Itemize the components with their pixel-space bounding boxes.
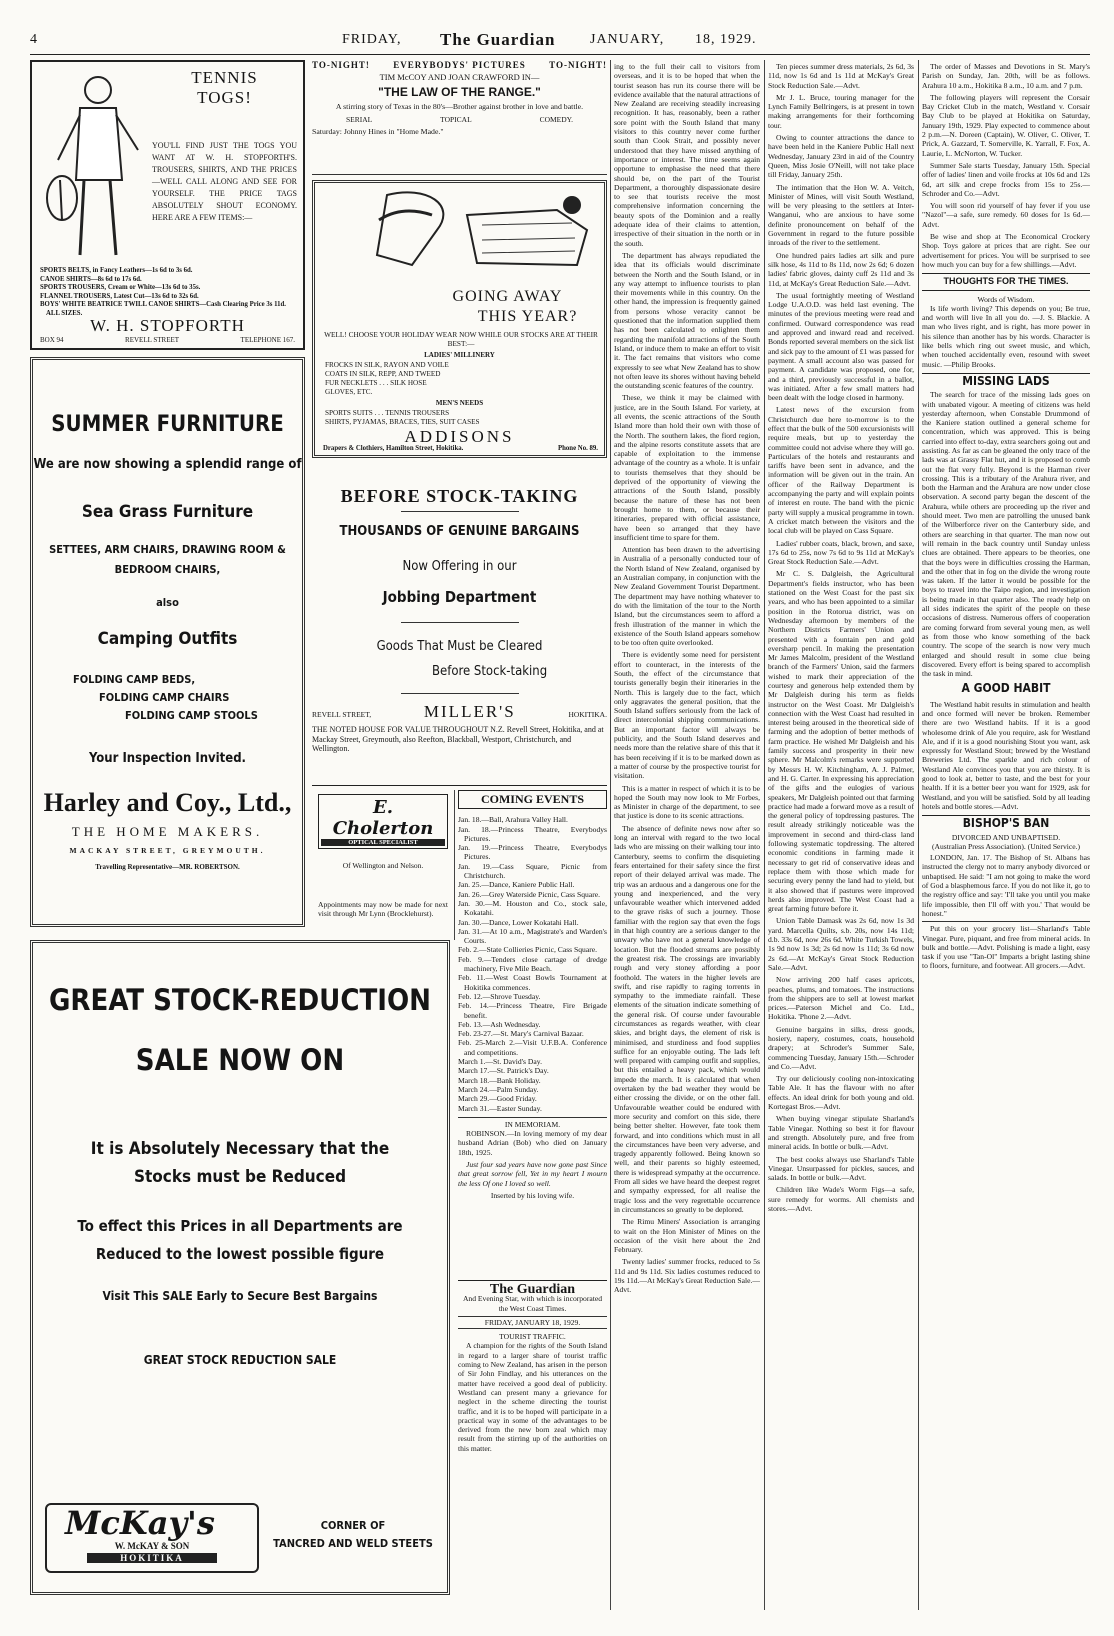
list-item: Jan. 30.—M. Houston and Co., stock sale, Kokatahi.: [458, 898, 607, 918]
sale-title: GREAT STOCK-REDUCTION: [48, 983, 431, 1017]
addisons-ad: [312, 180, 607, 458]
film-story: A stirring story of Texas in the 80's—Brother against brother in love and battle.: [335, 102, 584, 111]
paragraph: Try our deliciously cooling non-intoxicating Table Ale. It has the flavour with no after effects. An ideal drink for both young and old. Kortegast Bros.—Advt.: [768, 1074, 914, 1112]
bishops-ban-title: BISHOP'S BAN: [922, 815, 1090, 828]
local-news: [768, 62, 914, 1612]
addisons-question: [415, 287, 600, 327]
divider: [312, 785, 607, 786]
mckay-sale-ad: [30, 940, 450, 1595]
millers-before: Before Stock-taking: [432, 664, 548, 679]
guardian-leader: [458, 1280, 607, 1610]
mckay-corner: [273, 1517, 433, 1553]
column-divider: [918, 60, 919, 1610]
thoughts-body: Is life worth living? This depends on you; Be true, and worth will live In all you do. —J. S. Blackie. A man who lives right, and is right, has more power in his silence than another has by his words. Character is like bells which ring out sweet music, and which, when touched accidentally even, resound with sweet music. —Philip Brooks.: [922, 303, 1090, 369]
sale-great: GREAT STOCK REDUCTION SALE: [143, 1353, 337, 1367]
tennis-body: YOU'LL FIND JUST THE TOGS YOU WANT AT W. H. STOPFORTH'S. TROUSERS, SHIRTS, AND THE PRICES—WELL CALL ALONG AND SEE FOR YOURSELF. THE PRICE TAGS ABSOLUTELY SHOUT ECONOMY. HERE ARE A FEW ITEMS:—: [152, 141, 297, 222]
paragraph: Mr J. L. Bruce, touring manager for the Lynch Family Bellringers, is at present in town making arrangements for their forthcoming tour.: [768, 92, 914, 130]
list-item: Feb. 12.—Shrove Tuesday.: [458, 991, 541, 1001]
addisons-phone: Phone No. 89.: [557, 445, 598, 452]
camping-list: [73, 671, 302, 725]
leader-masthead: The Guardian: [458, 1280, 607, 1294]
saturday-notice: Saturday: Johnny Hines in "Home Made.": [312, 127, 444, 136]
paragraph: You will soon rid yourself of hay fever if you use "Nazol"—a safe, sure remedy. 60 doses for 1s 6d.—Advt.: [922, 201, 1090, 229]
millers-street: REVELL STREET,: [312, 710, 372, 719]
pictures-header: [312, 60, 607, 70]
film-title: "THE LAW OF THE RANGE.": [378, 85, 541, 99]
events-list: [458, 815, 607, 1113]
list-item: March 17.—St. Patrick's Day.: [458, 1066, 549, 1076]
furniture-also: also: [156, 596, 179, 609]
list-item: Jan. 19.—Princess Theatre, Everybodys Pictures.: [458, 843, 607, 862]
furniture-chairs: SETTEES, ARM CHAIRS, DRAWING ROOM & BEDROOM CHAIRS,: [49, 543, 286, 576]
divider: [401, 693, 519, 694]
list-item: FLANNEL TROUSERS, Latest Cut—13s 6d to 32s 6d.: [40, 292, 199, 300]
tonight-right: TO-NIGHT!: [549, 60, 607, 70]
extra-topical: TOPICAL: [440, 115, 472, 124]
events-title: COMING EVENTS: [458, 790, 607, 809]
sea-grass-heading: Sea Grass Furniture: [81, 502, 254, 522]
furniture-title: SUMMER FURNITURE: [51, 412, 284, 437]
corner-line2: TANCRED AND WELD STEETS: [273, 1537, 433, 1550]
leader-sub: And Evening Star, with which is incorporated the West Coast Times.: [462, 1294, 603, 1313]
masthead: The Guardian: [440, 30, 556, 49]
furniture-invite: Your Inspection Invited.: [88, 751, 247, 766]
harley-tagline: THE HOME MAKERS.: [71, 824, 264, 839]
millers-goods: Goods That Must be Cleared: [376, 639, 543, 654]
list-item: SPORTS TROUSERS, Cream or White—13s 6d to 35s.: [40, 284, 201, 292]
millers-ad: [312, 468, 607, 778]
paragraph: Mr C. S. Dalgleish, the Agricultural Department's fields instructor, who has been stationed on the West Coast for the past six years, and who has been appointed to a similar position in the Rotorua district, was on Wednesday afternoon by members of the Northern Districts Farmers' Union and presented with a fountain pen and gold eversharp pencil. In making the presentation Mr James Malcolm, president of the Westland branch of the Farmers' Union, said the farmers wished to mark their appreciation of the courtesy and generous help extended them by Mr Dalgleish during his term as fields instructor on the West Coast. Mr Dalgleish's connection with the West Coast had resulted in interest being aroused in the theoretical side of farming and the adoption of better methods of farm practice. He wished Mr Dalgleish and his family success and prosperity in their new sphere. Mr Malcolm's remarks were supported by Messrs H. W. Kitchingham, A. J. Palmer, and H. G. Carter. In expressing his appreciation of the gifts and the eulogies of various speakers, Mr Dalgleish pointed out that farming practice had made a forward move as a result of the general policy of topdressing pastures. The result already strikingly noticeable was the improvement in second and third-class land following systematic topdressing. The altered economic conditions in farming made it necessary to get rid of conservative ideas and replace them with those which made for securing every penny the land had to yield, but it also showed that if pastures were improved herds also improved. The West Coast had a great farming future before it.: [768, 569, 914, 914]
list-item: COATS IN SILK, REPP, AND TWEED: [325, 370, 441, 378]
tennis-title-line1: TENNIS: [191, 68, 258, 87]
header-day: FRIDAY,: [342, 32, 402, 47]
paragraph: These, we think it may be claimed with justice, are in the South Island. For variety, at all events, the scenic attractions of the South Island more than hold their own with those of the North. The southern lakes, the fiord region, and the alpine resorts constitute assets that are capable of exploitation to the immense advantage of the country as a whole. It is unfair to tourists themselves that they should be deprived of the opportunity of viewing the attractions of the South Island, possibly because the nature of these has not been brought home to them, or because their itineraries, prepared with official assistance, have been so arranged that they have insufficient time to spare for them.: [614, 393, 760, 542]
sale-notice-1: It is Absolutely Necessary that the: [90, 1139, 390, 1159]
traveller-illustration: [317, 185, 602, 280]
extra-serial: SERIAL: [345, 115, 373, 124]
stopforth-street: REVELL STREET: [125, 336, 180, 344]
stopforth-contact: [40, 336, 295, 344]
tennis-title: [152, 68, 297, 108]
coming-events: [458, 790, 607, 1270]
list-item: FROCKS IN SILK, RAYON AND VOILE: [325, 361, 449, 369]
sale-effect-1: To effect this Prices in all Departments are: [77, 1217, 403, 1235]
list-item: SPORTS BELTS, in Fancy Leathers—1s 6d to 3s 6d.: [40, 267, 193, 274]
paragraph: Now arriving 200 half cases apricots, peaches, plums, and tomatoes. The instructions from the shippers are to sell at lowest market prices.—Paterson Michel and Co. Ltd., Hokitika. 'Phone 2.—Advt.: [768, 975, 914, 1022]
paragraph: When buying vinegar stipulate Sharland's Table Vinegar. Nothing so best it for flavour and strength. Absolutely pure, and free from mineral acids. In bottle or bulk.—Advt.: [768, 1114, 914, 1152]
paragraph: There is evidently some need for persistent effort to counteract, in the interests of the South, the effect of the circumstance that tourists generally begin their itineraries in the North. This is largely due to the fact, which only aggravates the general position, that the South Island suffers seriously from the lack of direct intercolonial shipping communications. But an important factor will always be publicity, and the South Island deserves and needs more than the relative share of this that it has been receiving if it is to be marked down as a matter of course by the prospective tourist for visitation.: [614, 650, 760, 781]
tonight-left: TO-NIGHT!: [312, 60, 370, 70]
stopforth-name: W. H. STOPFORTH: [90, 316, 245, 335]
list-item: SHIRTS, PYJAMAS, BRACES, TIES, SUIT CASES: [325, 418, 480, 426]
mckay-logo-town: HOKITIKA: [87, 1553, 217, 1563]
question-line2: THIS YEAR?: [477, 308, 578, 325]
list-item: SPORTS SUITS . . . TENNIS TROUSERS: [325, 409, 450, 417]
thoughts-title: THOUGHTS FOR THE TIMES.: [922, 273, 1090, 290]
tennis-price-list: [40, 267, 295, 319]
paragraph: ing to the full their call to visitors from overseas, and it is to be hoped that when the tourist season has run its course there will be evidence available that the natural attractions of New Zealand are receiving steadily increasing recognition. It has, reasonably, been a rather sore point with the South Island that many visitors to this country never come further south than Cook Strait, and possibly never understood that they have missed anything of importance or interest. The time seems again opportune to emphasise the need that there should be, on the part of the Tourist Department, a thoroughly dispassionate desire to see that tourists receive the most comprehensive information concerning the beauty spots of the Dominion and a really adequate idea of their claims to attention, irrespective of their situation in the north or in the south.: [614, 62, 760, 248]
bishops-ban-body: LONDON, Jan. 17. The Bishop of St. Albans has instructed the clergy not to marry anybody divorced or unbaptised. He said: "I am not going to make the word of God a blasphemous farce. If you do not like it, go to the registry office and say: 'I'll take you until you make life impossible, then I'll off with you.' That would be honest.": [922, 853, 1090, 918]
mckay-logo-script: McKay's: [65, 1504, 215, 1542]
cholerton-title: OPTICAL SPECIALIST: [321, 839, 445, 846]
paragraph: Be wise and shop at The Economical Crockery Shop. Toys galore at prices that are right. See our advertisement for prices. You will be surprised to see how much you can buy for a few shillings.—Advt.: [922, 232, 1090, 269]
list-item: March 31.—Easter Sunday.: [458, 1103, 542, 1113]
list-item: FUR NECKLETS . . . SILK HOSE: [325, 379, 427, 387]
paragraph: Children like Wade's Worm Figs—a safe, sure remedy for worms. All chemists and stores.—Advt.: [768, 1185, 914, 1214]
ladies-list: [325, 361, 595, 397]
question-line1: GOING AWAY: [452, 288, 563, 305]
leader-heading: TOURIST TRAFFIC.: [499, 1332, 566, 1342]
sale-visit: Visit This SALE Early to Secure Best Bargains: [102, 1289, 378, 1303]
cholerton-of: Of Wellington and Nelson.: [342, 861, 424, 870]
tourist-article: [614, 62, 760, 1612]
header-rule: [30, 54, 1090, 55]
paragraph: The absence of definite news now after so long an interval with regard to the two local lads who are missing on their walking tour into Canterbury, seems to confirm the disquieting fears entertained for their safety since the first report of their delayed arrival was made. The trip was an arduous and a dangerous one for the young and inexperienced, and the very unfavourable weather which intervened added to the grave risks of such a journey. Those familiar with the region say that even the fogs in that high country are a serious danger to the unwary who have not a general knowledge of location. But the flooded streams are possibly the greatest risk. The crossings are invariably rough and very stoney affording a poor foothold. The waters in the higher levels are swift, and rise rapidly to raging torrents in sympathy to the immediate rainfall. These elements of the situation indicate something of the general risk. Of course under favourable circumstances as regards weather, with clear skies, and bright days, the element of risk is minimised, and sturdiness and food supplies suffice for an enjoyable outing. The lads left well prepared with camping outfit and supplies, but this entailed a heavy pack, which would impede the march. It is calculated that when overtaken by the bad weather they would be either crossing the divide, or on the other fall. Unfavourable weather could be endured with more security and comfort on this side, there being better shelter. However, fate took them forward, and into conditions which must in all the circumstances have been very adverse, and tragedy apparently followed. Being known so well, and their parents so highly esteemed, there is widespread sympathy at the occurrence. From all sides we have heard the deepest regret and sympathy expressed, for all realise the tragic loss and the very regrettable occurrence in circumstances so greatly to be deplored.: [614, 823, 760, 1214]
list-item: FOLDING CAMP STOOLS: [125, 709, 258, 722]
paragraph: Twenty ladies' summer frocks, reduced to 5s 11d and 9s 11d. Six ladies costumes reduced to 19s 11d.—At McKay's Great Reduction Sale.—Advt.: [614, 1257, 760, 1295]
page-number: 4: [30, 32, 38, 47]
paragraph: The Rimu Miners' Association is arranging to wait on the Hon Minister of Mines on the occasion of the visit here about the 2nd February.: [614, 1217, 760, 1255]
men-list: [325, 409, 595, 427]
column-divider: [764, 60, 765, 1610]
extra-comedy: COMEDY.: [539, 115, 573, 124]
paragraph: Latest news of the excursion from Christchurch due here to-morrow is to the effect that the bulk of the 500 excursionists will require meals, but up to yesterday the committee could not advise where they will go. Particulars of the hotels and restaurants and tariffs have been sent in advance, and the information will be given out in the train. An officer of the Railway Department is accompanying the party and will explain points of interest en route. The band with the picnic party will supply a musical programme in town. A cricket match between the visitors and the local club will be played on Cass Square.: [768, 405, 914, 536]
bishops-ban-sub: DIVORCED AND UNBAPTISED.: [951, 832, 1061, 842]
bishops-ban-agency: (Australian Press Association). (United Service.): [931, 841, 1081, 851]
right-column: [922, 62, 1090, 1612]
paragraph: Owing to counter attractions the dance to have been held in the Kaniere Public Hall next Wednesday, January 23rd in aid of the Country Queen, Miss Josie O'Neill, will not take place till Friday, January 25th.: [768, 133, 914, 180]
paragraph: One hundred pairs ladies art silk and pure silk hose, 4s 11d to 8s 11d, now 2s 6d; 6 dozen ladies' fabric gloves, dainty cuff 2s 11d and 3s 11d, at McKay's Great Reduction Sale.—Advt.: [768, 250, 914, 288]
list-item: Jan. 25.—Dance, Kaniere Public Hall.: [458, 880, 575, 890]
paragraph: Genuine bargains in silks, dress goods, hosiery, napery, costumes, coats, household drapery; at Schroder's Summer Sale, commencing Tuesday, January 15th.—Schroder and Co.—Advt.: [768, 1024, 914, 1071]
list-item: Jan. 31.—At 10 a.m., Magistrate's and Warden's Courts.: [458, 926, 607, 946]
camping-heading: Camping Outfits: [97, 629, 238, 649]
missing-lads-title: MISSING LADS: [922, 373, 1090, 386]
sale-subtitle: SALE NOW ON: [135, 1043, 345, 1077]
millers-body: THE NOTED HOUSE FOR VALUE THROUGHOUT N.Z. Revell Street, Hokitika, and at Mackay Street, Greymouth, also Reefton, Blackball, Westport, Christchurch, and Wellington.: [312, 725, 604, 753]
thoughts-subtitle: Words of Wisdom.: [977, 294, 1035, 304]
stopforth-phone: TELEPHONE 167.: [240, 336, 295, 344]
tennis-ad: [30, 60, 305, 350]
list-item: FOLDING CAMP CHAIRS: [99, 691, 230, 704]
list-item: BOYS' WHITE BEATRICE TWILL CANOE SHIRTS—Cash Clearing Price 3s 11d. ALL SIZES.: [40, 301, 287, 317]
tennis-player-illustration: [40, 70, 150, 260]
list-item: Jan. 26.—Grey Waterside Picnic, Cass Square.: [458, 889, 601, 899]
pictures-ad: [312, 60, 607, 175]
mckay-logo: [45, 1503, 259, 1573]
list-item: Feb. 23-27.—St. Mary's Carnival Bazaar.: [458, 1029, 584, 1039]
stopforth-box: BOX 94: [40, 336, 64, 344]
millers-town: HOKITIKA.: [568, 710, 607, 719]
memoriam-verse: Just four sad years have now gone past Since that great sorrow fell, Yet in my heart I mourn the less Of one I loved so well.: [458, 1159, 607, 1188]
paragraph: Ten pieces summer dress materials, 2s 6d, 3s 11d, now 1s 6d and 1s 11d at McKay's Great Stock Reduction Sale.—Advt.: [768, 62, 914, 90]
film-stars: TIM McCOY AND JOAN CRAWFORD IN—: [379, 72, 540, 82]
cholerton-logo: [318, 794, 448, 849]
header-month: JANUARY,: [590, 32, 665, 47]
harley-address: MACKAY STREET, GREYMOUTH.: [69, 846, 266, 855]
leader-date: FRIDAY, JANUARY 18, 1929.: [458, 1316, 607, 1329]
millers-bargains: THOUSANDS OF GENUINE BARGAINS: [339, 524, 580, 539]
list-item: Feb. 25-March 2.—Visit U.F.B.A. Conference and competitions.: [458, 1038, 607, 1057]
good-habit-title: A GOOD HABIT: [961, 681, 1051, 696]
divider: [401, 622, 519, 623]
list-item: GLOVES, ETC.: [325, 388, 373, 396]
film-extras: [312, 115, 607, 124]
list-item: March 1.—St. David's Day.: [458, 1057, 542, 1067]
column-divider: [610, 60, 611, 1610]
list-item: FOLDING CAMP BEDS,: [73, 673, 196, 686]
list-item: March 18.—Bank Holiday.: [458, 1075, 541, 1085]
list-item: CANOE SHIRTS—8s 6d to 17s 6d.: [40, 275, 142, 283]
list-item: Jan. 18.—Ball, Arahura Valley Hall.: [458, 815, 568, 825]
list-item: March 24.—Palm Sunday.: [458, 1084, 539, 1094]
paragraph: Union Table Damask was 2s 6d, now 1s 3d yard. Marcella Quilts, s.b. 20s, now 14s 11d; d.b. 33s 6d, now 26s 6d. White Turkish Towels, 1s 9d now 1s 3d; 2s 6d now 1s 11d; 3s 6d now 2s 6d.—At McKay's Great Stock Reduction Sale.—Advt.: [768, 916, 914, 972]
list-item: Feb. 11.—West Coast Bowls Tournament at Hokitika commences.: [458, 973, 607, 992]
paragraph: The department has always repudiated the idea that its officials would discriminate between the North and the South Island, or in any way attempt to influence tourists to plan their movements while in this country. On the other hand, the impression is frequently gained from persons whose veracity cannot be questioned that the information supplied them has not been calculated to enlighten them regarding the manifold attractions of the South Island, or induce them to make an effort to visit it. The fact remains that visitors who come expressly to see what New Zealand has to show not often leave its shores without having beheld the outstanding scenic features of the country.: [614, 250, 760, 391]
addisons-lead: WELL! CHOOSE YOUR HOLIDAY WEAR NOW WHILE OUR STOCKS ARE AT THEIR BEST:—: [324, 330, 598, 348]
cinema-name: EVERYBODYS' PICTURES: [393, 60, 526, 70]
list-item: Jan. 30.—Dance, Lower Kokatahi Hall.: [458, 917, 579, 927]
tennis-title-line2: TOGS!: [197, 88, 252, 107]
sale-effect-2: Reduced to the lowest possible figure: [95, 1245, 385, 1263]
good-habit-body: The Westland habit results in stimulation and health and once formed will never be broken. Remember there are two Westland habits. If it is a good wholesome drink of Ale you require, ask for Westland Ale, and if it is a good nourishing Stout you want, ask expressly for Westland Stout; brewed by the Westland Breweries Ltd. The sparkle and rich colour of Westland Ale convinces you that you are thirsty. It is good to look at, better to taste, and the best for your health. If it is a better beer you want for 1929, ask for Westland, and you will be satisfied. Sold by all leading hotels and bottle stores.—Advt.: [922, 699, 1090, 811]
harley-rep: Travelling Representative—MR. ROBERTSON.: [95, 863, 240, 871]
memoriam-insert: Inserted by his loving wife.: [490, 1190, 575, 1200]
list-item: Jan. 19.—Cass Square, Picnic from Christchurch.: [458, 861, 607, 881]
missing-lads-body: The search for trace of the missing lads goes on with unabated vigour. A meeting of citizens was held yesterday afternoon, when Constable Drummond of the Kaniere station outlined a general scheme for concentration, which was approved. This is being carried into effect to-day, extra searchers going out and assisting. As far as can be gleaned the only trace of the lads was at Grassy Flat hut, and it is proposed to comb out the flat very fully. Beyond is the Harman river crossing. This is a tributary of the Arahura river, and both the Harman and the Arahura are now under close observation. A second party began the descent of the Arahura, while others are proceeding up the river and should meet. Two men are patrolling the unused bank of the Wilberforce river on the Canterbury side, and others are searching in that quarter. The man now out will remain in the back country until Sunday unless clues are obtained. There appears to be theories, one that the boys were in difficulties crossing the Harman, and the other that in fog on the divide the wrong route was taken. If the latter it would be possible for the boys to travel into the Taipo region, and investigation is being made in that quarter also. The ready help on all sides indicates the spirit of the people on these occasions of distress. Numerous offers of cooperation are coming forward from several young men, as well as from those who know something of the back country. The scope of the search is now very much enlarged and should result in some clue being discovered. Every effort is being spared to accomplish the task in mind.: [922, 390, 1090, 679]
list-item: Feb. 2.—State Collieries Picnic, Cass Square.: [458, 945, 597, 955]
paragraph: The best cooks always use Sharland's Table Vinegar. Unsurpassed for pickles, sauces, and salads. In bottle or bulk.—Advt.: [768, 1154, 914, 1183]
list-item: Feb. 14.—Princess Theatre, Fire Brigade benefit.: [458, 1001, 607, 1020]
leader-body: A champion for the rights of the South Island in regard to a larger share of tourist traffic coming to New Zealand, has arisen in the person of Sir John Findlay, and his utterances on the matter have received a good deal of publicity. Westland can present many a grievance for neglect in the scheme directing the tourist traffic, and it is to be hoped will participate in a practical way in some of the advantages to be derived from the new born zeal which may result from the stirring up of the authorities on this matter.: [458, 1341, 607, 1453]
addisons-name: ADDISONS: [404, 427, 515, 446]
cholerton-ad: [312, 790, 455, 940]
millers-dept: Jobbing Department: [382, 588, 537, 606]
list-item: Jan. 18.—Princess Theatre, Everybodys Pictures.: [458, 824, 607, 843]
paragraph: Summer Sale starts Tuesday, January 15th. Special offer of ladies' linen and voile frocks at 10s 6d and 12s 6d, art silk and crepe frocks from 15s to 25s.—Schroder and Co.—Advt.: [922, 160, 1090, 198]
cholerton-body: Appointments may now be made for next visit through Mr Lynn (Brocklehurst).: [318, 900, 448, 919]
sale-notice-2: Stocks must be Reduced: [133, 1167, 347, 1187]
millers-title: BEFORE STOCK-TAKING: [340, 486, 579, 506]
millers-offering: Now Offering in our: [402, 559, 517, 574]
millers-name-row: [312, 702, 607, 722]
addisons-address: Drapers & Clothiers, Hamilton Street, Hokitika.: [323, 445, 464, 452]
list-item: Feb. 9.—Tenders close cartage of dredge machinery, Five Mile Beach.: [458, 954, 607, 974]
list-item: Feb. 13.—Ash Wednesday.: [458, 1019, 541, 1029]
page-header: [30, 30, 1090, 52]
cholerton-name: E. Cholerton: [332, 797, 434, 839]
ladies-heading: LADIES' MILLINERY: [424, 351, 495, 359]
list-item: March 29.—Good Friday.: [458, 1094, 537, 1104]
memoriam-title: IN MEMORIAM.: [458, 1117, 607, 1129]
header-date: 18, 1929.: [695, 32, 757, 47]
paragraph: The order of Masses and Devotions in St. Mary's Parish on Sunday, Jan. 20th, will be as follows. Arahura 10 a.m., Hokitika 8 a.m., 10 a.m. and 7 p.m.: [922, 62, 1090, 90]
paragraph: The usual fortnightly meeting of Westland Lodge U.A.O.D. was held last evening. The minutes of the previous meeting were read and confirmed. Outward correspondence was read and approved and inward read and received. Bonds reported several members on the sick list and sick pay to the amount of £1 was passed for payment. A small account also was passed for payment. A candidate was proposed, one for, and a third, previously successful in a ballot, was initiated. After a few small matters had been dealt with the lodge closed in harmony.: [768, 290, 914, 403]
paragraph: The intimation that the Hon W. A. Veitch, Minister of Mines, will visit South Westland, will be very pleasing to the settlers at Inter-Wanganui, who are anxious to have some definite pronouncement on behalf of the Government in regard to the future possible inroads of the river to the settlement.: [768, 182, 914, 248]
right-tail: Put this on your grocery list—Sharland's Table Vinegar. Pure, piquant, and free from mineral acids. In bulk and bottle.—Advt. Polishing is made a light, easy task if you use "Tan-Ol" Imparts a bright lasting shine to floors, furniture, and footwear. All grocers.—Advt.: [922, 921, 1090, 970]
millers-name: MILLER'S: [423, 702, 516, 721]
paragraph: Ladies' rubber coats, black, brown, and saxe, 17s 6d to 25s, now 7s 6d to 9s 11d at McKay's Great Stock Reduction Sale.—Advt.: [768, 538, 914, 567]
corner-line1: CORNER OF: [320, 1519, 386, 1532]
memoriam-text: ROBINSON.—In loving memory of my dear husband Adrian (Bob) who died on January 18th, 1925.: [458, 1129, 607, 1157]
furniture-intro: We are now showing a splendid range of: [33, 457, 302, 472]
harley-name: Harley and Coy., Ltd.,: [43, 788, 292, 817]
paragraph: The following players will represent the Corsair Bay Cricket Club in the match, Westland v. Corsair Bay Club to be played at Hokitika on Saturday, January 19th, 1929. Play expected to commence about 2 p.m.—N. Doreen (Captain), W. Oliver, C. Oliver, T. Prick, A. Gazzard, T. Somerville, K. Yarrall, F. Fox, A. Laurie, L. McNorton, W. Tucker.: [922, 92, 1090, 158]
mckay-logo-name: W. McKAY & SON: [114, 1541, 190, 1551]
men-heading: MEN'S NEEDS: [435, 399, 484, 407]
furniture-ad: [30, 357, 305, 927]
paragraph: This is a matter in respect of which it is to be hoped the South may now look to Mr Forbes, as Minister in charge of the department, to see that justice is done to its scenic attractions.: [614, 783, 760, 821]
paragraph: Attention has been drawn to the advertising in Australia of a personally conducted tour of the North Island of New Zealand, organised by an Australian company, in conjunction with the New Zealand Government Tourist Department. The department may have nothing whatever to do with the limitation of the tour to the North Island, but the circumstances seem to afford a fresh illustration of the manner in which the existence of the South Island appears somehow to be too often quite overlooked.: [614, 545, 760, 648]
addisons-footer: [323, 445, 598, 452]
divider: [401, 511, 519, 512]
